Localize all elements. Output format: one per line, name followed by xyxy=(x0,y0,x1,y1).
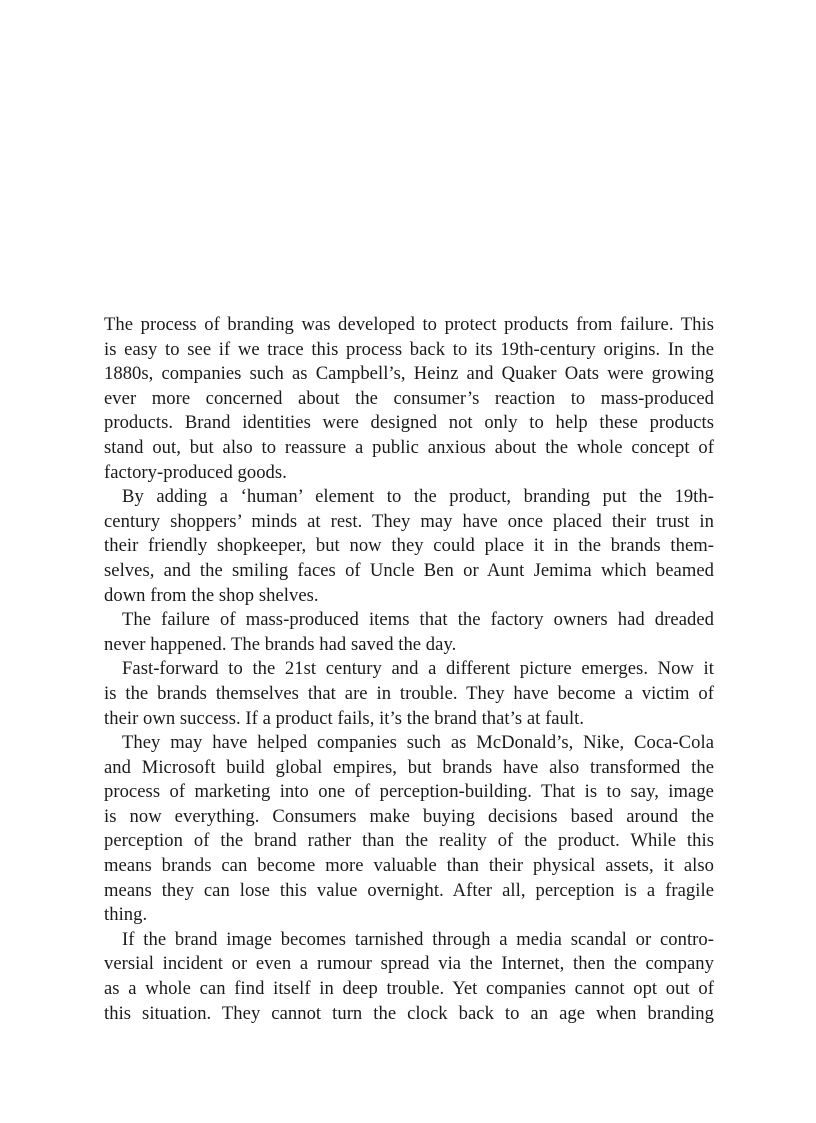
text-line: means brands can become more valuable than their physical assets, it also xyxy=(104,855,714,877)
text-line: century shoppers’ minds at rest. They may have once placed their trust in xyxy=(104,510,714,532)
text-line: factory-produced goods. xyxy=(104,461,287,483)
text-line: process of marketing into one of perception-building. That is to say, image xyxy=(104,781,714,803)
text-line: Fast-forward to the 21st century and a different picture emerges. Now it xyxy=(122,658,714,680)
text-line: perception of the brand rather than the reality of the product. While this xyxy=(104,830,714,852)
text-line: products. Brand identities were designed not only to help these products xyxy=(104,412,714,434)
text-line: selves, and the smiling faces of Uncle Ben or Aunt Jemima which beamed xyxy=(104,559,714,581)
text-line: down from the shop shelves. xyxy=(104,584,319,606)
text-line: as a whole can find itself in deep trouble. Yet companies cannot opt out of xyxy=(104,978,714,1000)
text-line: is the brands themselves that are in trouble. They have become a victim of xyxy=(104,682,714,704)
text-line: is easy to see if we trace this process back to its 19th-century origins. In the xyxy=(104,338,714,360)
text-line: this situation. They cannot turn the clock back to an age when branding xyxy=(104,1002,714,1024)
text-line: means they can lose this value overnight. After all, perception is a fragile xyxy=(104,879,714,901)
text-line: If the brand image becomes tarnished through a media scandal or contro- xyxy=(122,928,714,950)
page-body xyxy=(104,313,714,1026)
text-line: The process of branding was developed to protect products from failure. This xyxy=(104,314,714,335)
text-line: is now everything. Consumers make buying decisions based around the xyxy=(104,805,714,827)
text-line: never happened. The brands had saved the day. xyxy=(104,633,457,655)
text-line: By adding a ‘human’ element to the product, branding put the 19th- xyxy=(122,486,714,508)
text-line: versial incident or even a rumour spread via the Internet, then the company xyxy=(104,953,714,975)
text-line: and Microsoft build global empires, but brands have also transformed the xyxy=(104,756,714,778)
text-line: thing. xyxy=(104,904,148,926)
text-line: They may have helped companies such as McDonald’s, Nike, Coca-Cola xyxy=(122,732,714,754)
text-line: their own success. If a product fails, it’s the brand that’s at fault. xyxy=(104,707,585,729)
text-line: 1880s, companies such as Campbell’s, Heinz and Quaker Oats were growing xyxy=(104,363,714,385)
text-line: ever more concerned about the consumer’s reaction to mass-produced xyxy=(104,387,714,409)
text-line: their friendly shopkeeper, but now they could place it in the brands them- xyxy=(104,535,714,557)
text-line: stand out, but also to reassure a public anxious about the whole concept of xyxy=(104,436,714,458)
text-line: The failure of mass-produced items that the factory owners had dreaded xyxy=(122,609,714,631)
